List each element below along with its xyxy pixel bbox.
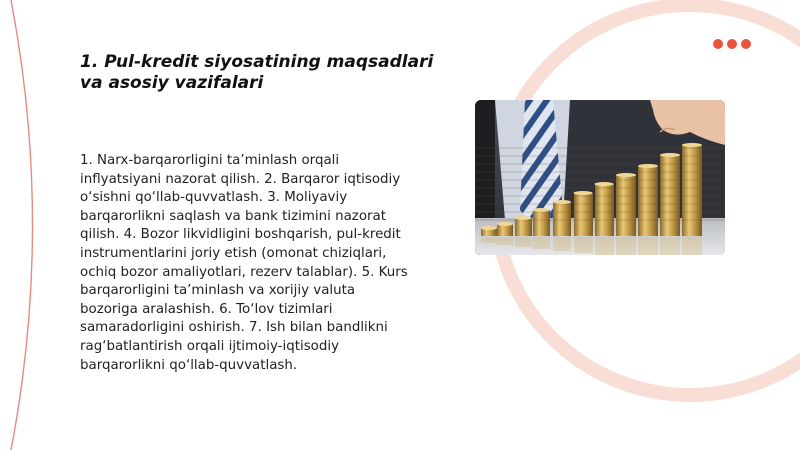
slide-body-text: 1. Narx-barqarorligini ta’minlash orqali inflyatsiyani nazorat qilish. 2. Barqaror iqtisodiy o‘sishni qo‘llab-quvvatlash. 3. Moliyaviy barqarorlikni saqlash va bank tizimini nazorat qilish. 4. Bozor likvidligini boshqarish, pul-kredit instrumentlarini joriy etish (omonat chiziqlari, ochiq bozor amaliyotlari, rezerv talablar). 5. Kurs barqarorligini ta’minlash va xorijiy valuta bozoriga aralashish. 6. To‘lov tizimlari samaradorligini oshirish. 7. Ish bilan bandlikni rag‘batlantirish orqali ijtimoiy-iqtisodiy barqarorlikni qo‘llab-quvvatlash. (80, 153, 408, 373)
accent-dot (713, 39, 723, 49)
accent-dots (713, 39, 751, 49)
coins-photo (475, 100, 725, 255)
accent-dot (741, 39, 751, 49)
accent-dot (727, 39, 737, 49)
left-curve-line (10, 0, 33, 450)
slide-title: 1. Pul-kredit siyosatining maqsadlari va asosiy vazifalari (80, 52, 434, 93)
